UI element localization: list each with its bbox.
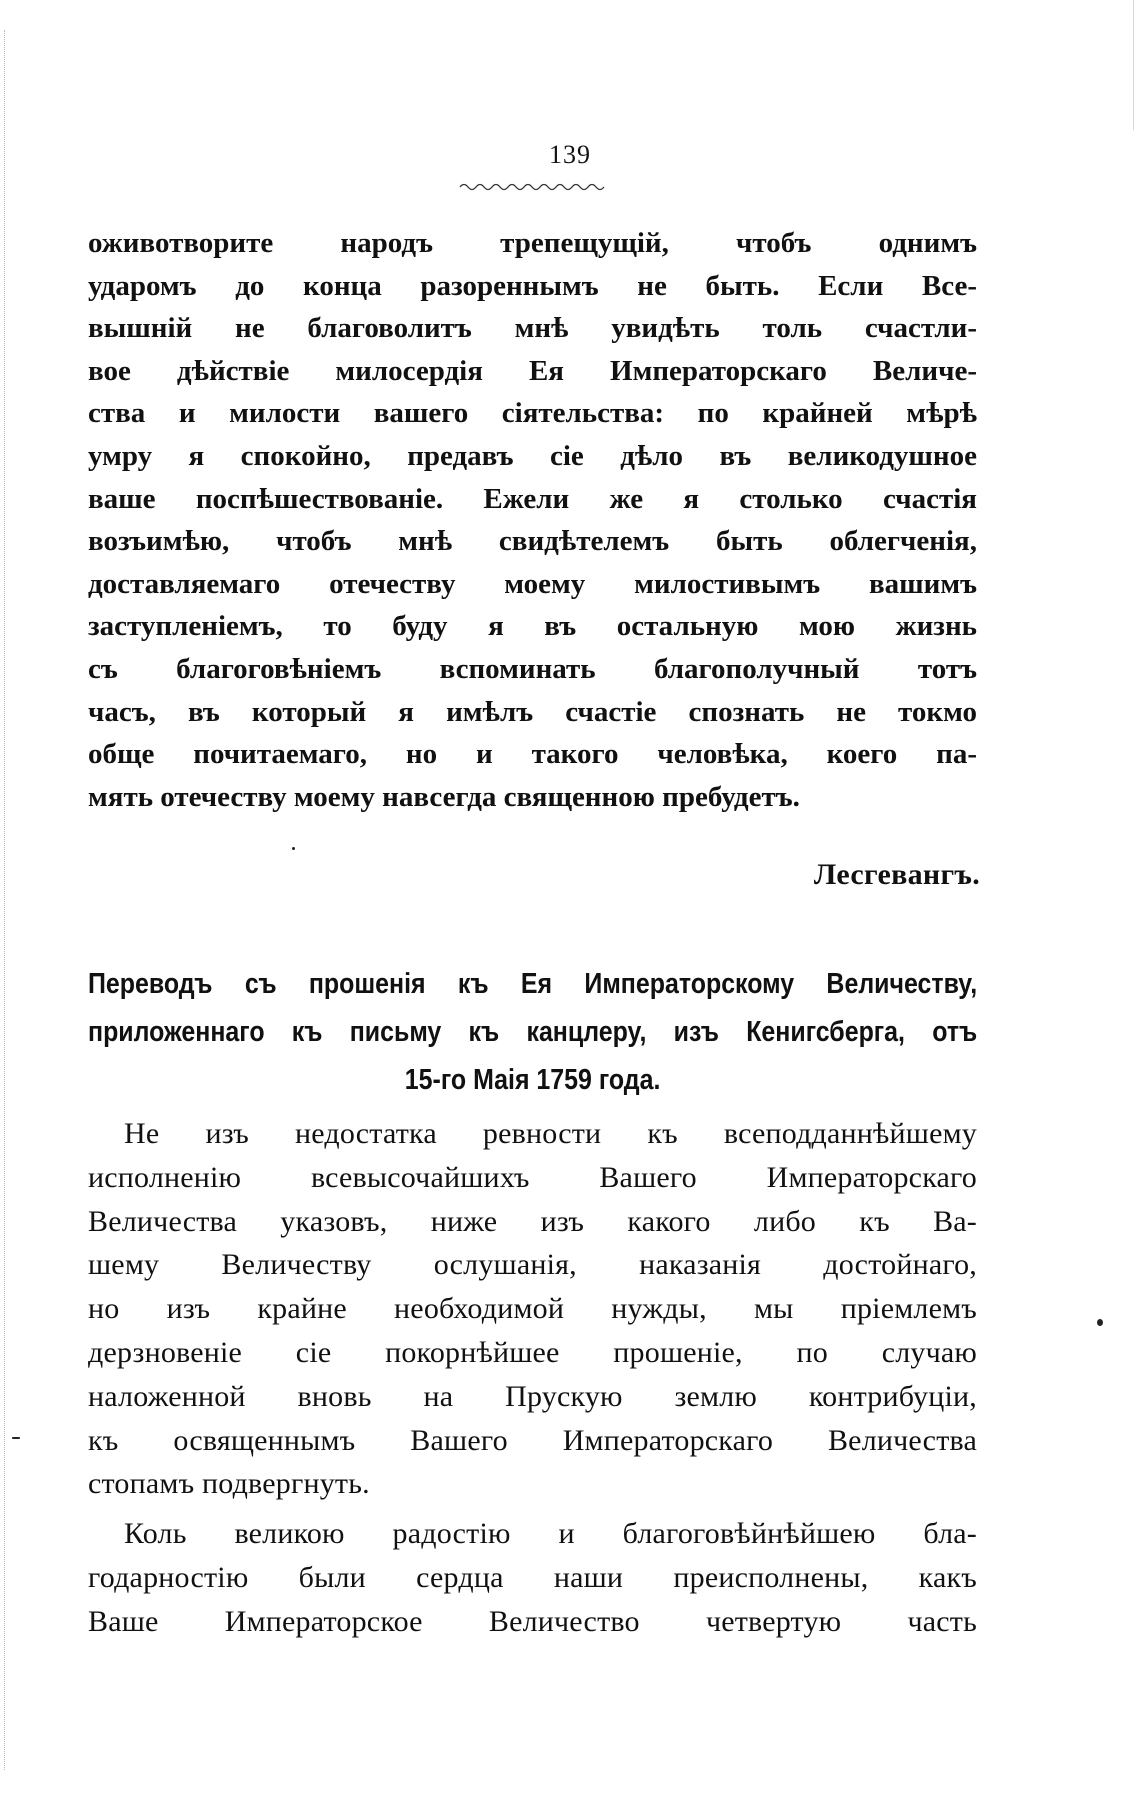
signature: Лесгевангъ. [813, 858, 980, 891]
heading-line: Переводъ съ прошенія къ Ея Императорскому Величеству, [88, 968, 978, 1000]
heading-line: приложеннаго къ письму къ канцлеру, изъ Кенигсберга, отъ [88, 1016, 978, 1048]
page-right-edge [1133, 0, 1134, 130]
text-line: съ благоговѣніемъ вспоминать благополучный тотъ [88, 652, 977, 685]
scan-speck [1097, 1319, 1103, 1326]
text-line: годарностію были сердца наши преисполнены, какъ [88, 1560, 977, 1594]
text-line: но изъ крайне необходимой нужды, мы пріемлемъ [88, 1292, 977, 1326]
text-line: ваше поспѣшествованіе. Ежели же я столько счастія [88, 482, 977, 515]
text-line: шему Величеству ослушанія, наказанія достойнаго, [88, 1248, 977, 1282]
text-line: Величества указовъ, ниже изъ какого либо къ Ва- [88, 1204, 977, 1238]
text-line: обще почитаемаго, но и такого человѣка, коего па- [88, 738, 977, 771]
text-line: вое дѣйствіе милосердія Ея Императорскаго Величе- [88, 354, 977, 387]
text-line: вышній не благоволитъ мнѣ увидѣть толь счастли- [88, 312, 977, 345]
text-line: заступленіемъ, то буду я въ остальную мою жизнь [88, 610, 977, 643]
text-line: дерзновеніе сіе покорнѣйшее прошеніе, по случаю [88, 1335, 977, 1369]
letter-text [88, 222, 977, 818]
page-left-edge [4, 30, 5, 1770]
text-line: мять отечеству моему навсегда священною пребудетъ. [88, 780, 800, 813]
text-line: Ваше Императорское Величество четвертую часть [88, 1604, 977, 1638]
text-line: къ освященнымъ Вашего Императорскаго Величества [88, 1423, 977, 1457]
text-line: наложенной вновь на Прускую землю контрибуціи, [88, 1379, 977, 1413]
scan-speck [292, 847, 295, 850]
text-line: Не изъ недостатка ревности къ всеподданнѣйшему [124, 1117, 977, 1150]
heading-line: 15-го Маія 1759 года. [404, 1064, 661, 1096]
section-heading [88, 960, 977, 1104]
page-number: 139 [549, 140, 591, 169]
text-line: ства и милости вашего сіятельства: по крайней мѣрѣ [88, 397, 977, 430]
text-line: исполненію всевысочайшихъ Вашего Императорскаго [88, 1160, 977, 1194]
petition-text [88, 1112, 977, 1644]
text-line: возъимѣю, чтобъ мнѣ свидѣтелемъ быть облегченія, [88, 525, 977, 558]
text-line: умру я спокойно, предавъ сіе дѣло въ великодушное [88, 439, 977, 472]
text-line: Коль великою радостію и благоговѣйнѣйшею бла- [124, 1517, 977, 1551]
text-line: стопамъ подвергнуть. [88, 1467, 370, 1501]
text-line: часъ, въ который я имѣлъ счастіе спознать не токмо [88, 695, 977, 728]
scan-speck [12, 1437, 20, 1439]
text-line: оживотворите народъ трепещущій, чтобъ однимъ [88, 227, 977, 259]
text-line: ударомъ до конца разореннымъ не быть. Если Все- [88, 269, 977, 302]
ornament-rule [458, 180, 608, 194]
text-line: доставляемаго отечеству моему милостивымъ вашимъ [88, 567, 977, 600]
